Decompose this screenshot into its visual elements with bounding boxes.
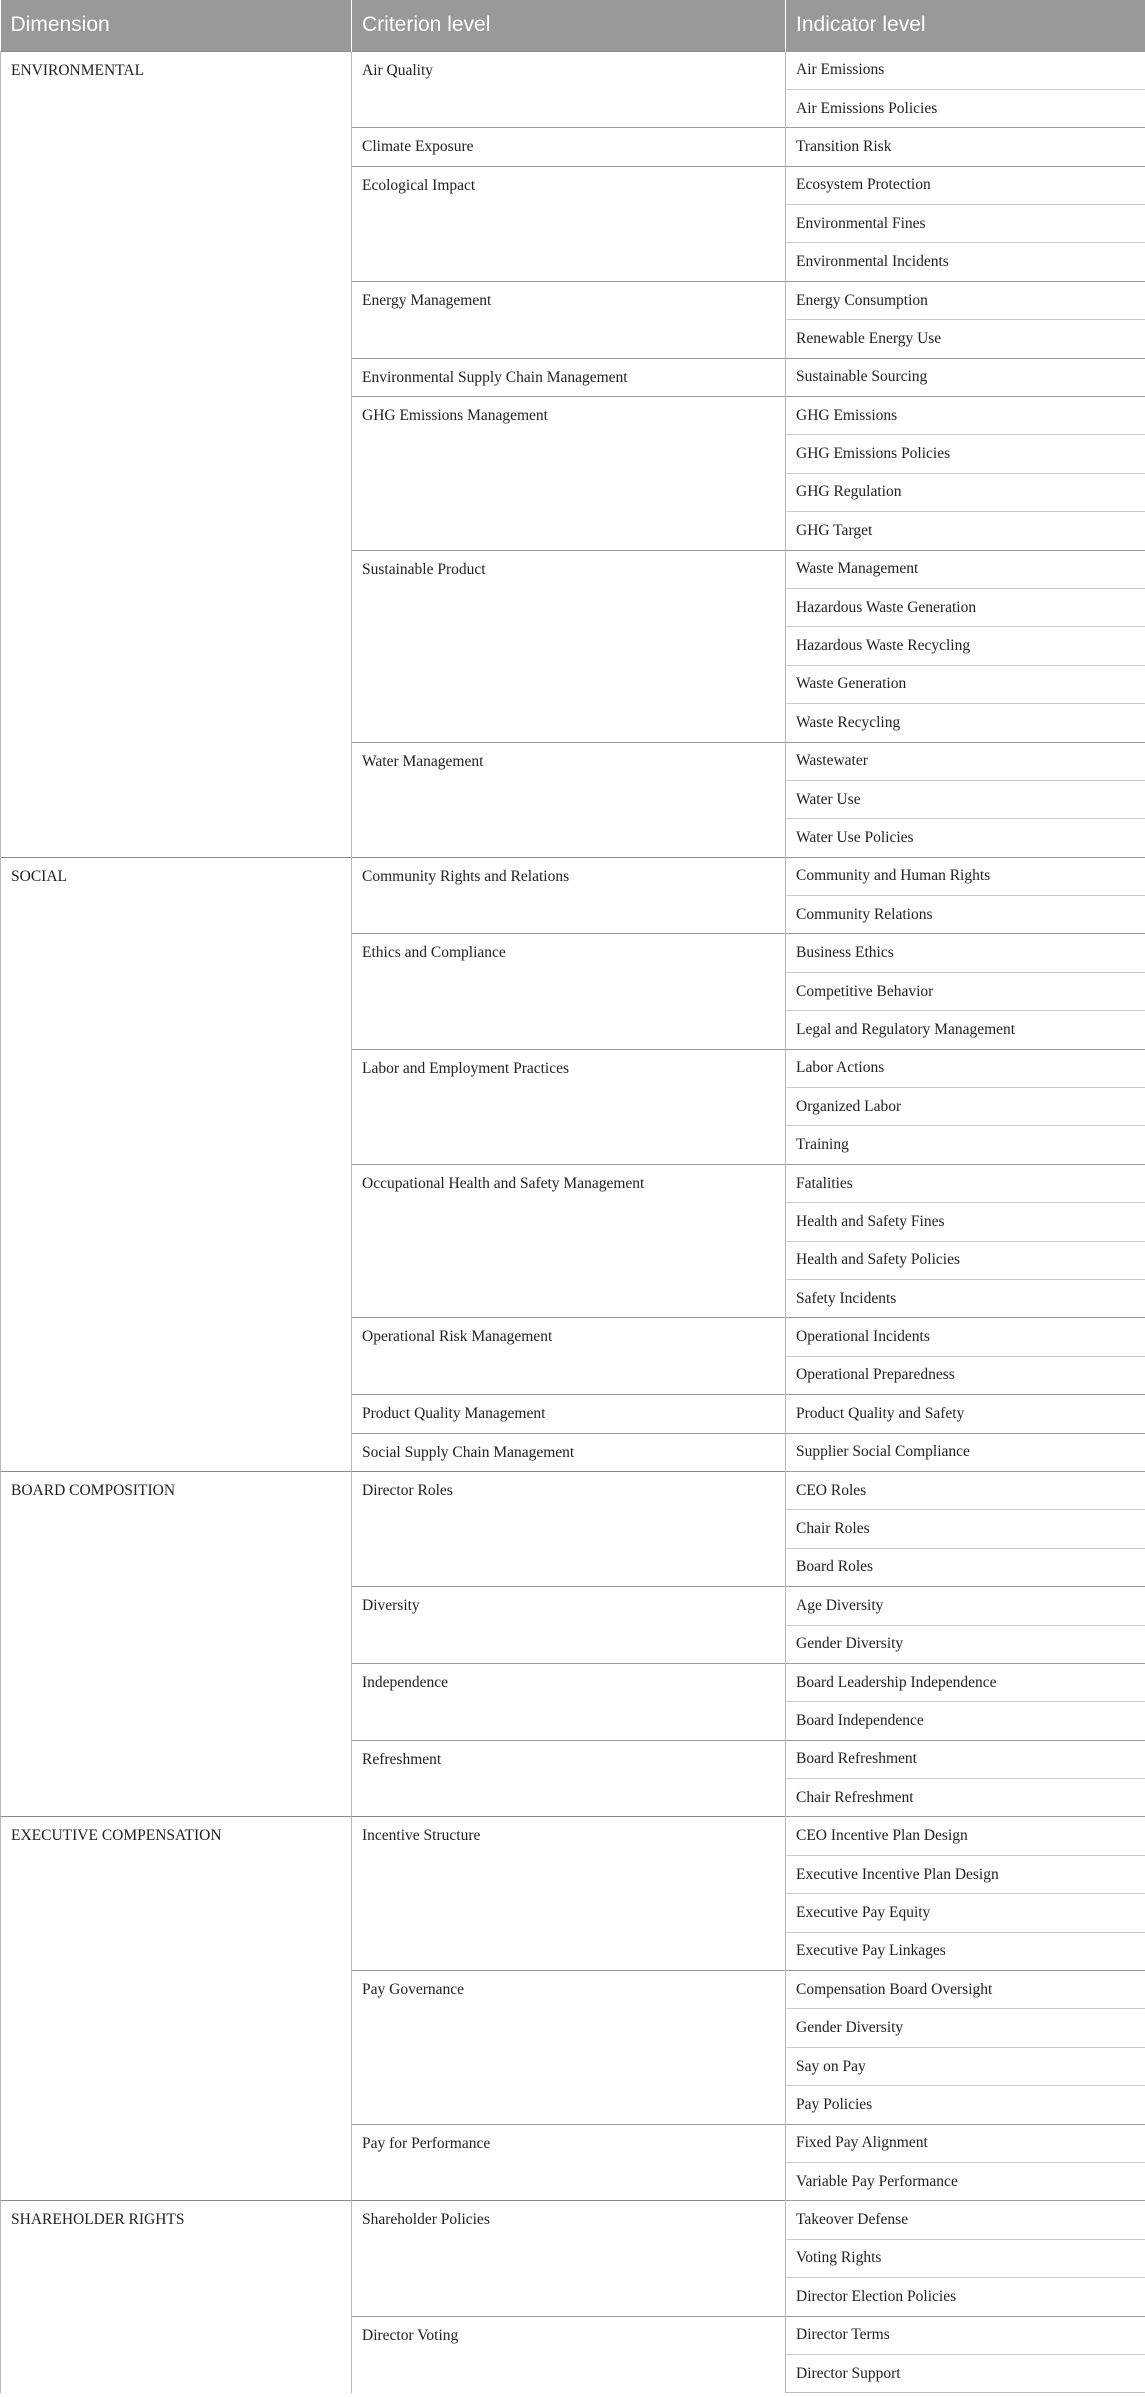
indicator-cell-water-use-policies: Water Use Policies: [786, 819, 1145, 857]
dimension-cell-board-composition: BOARD COMPOSITION: [1, 1471, 352, 1817]
criterion-cell-water-management: Water Management: [352, 742, 786, 857]
table-body: [1, 51, 1145, 2393]
indicator-cell-ecosystem-protection: Ecosystem Protection: [786, 166, 1145, 204]
indicator-cell-board-leadership-independence: Board Leadership Independence: [786, 1663, 1145, 1701]
indicator-cell-air-emissions: Air Emissions: [786, 51, 1145, 89]
criterion-cell-pay-for-performance: Pay for Performance: [352, 2124, 786, 2201]
criterion-cell-independence: Independence: [352, 1663, 786, 1740]
indicator-cell-ghg-target: GHG Target: [786, 512, 1145, 550]
indicator-cell-community-relations: Community Relations: [786, 896, 1145, 934]
indicator-cell-operational-incidents: Operational Incidents: [786, 1318, 1145, 1356]
criterion-cell-occupational-health-and-safety-management: Occupational Health and Safety Management: [352, 1164, 786, 1318]
criterion-cell-diversity: Diversity: [352, 1587, 786, 1664]
indicator-cell-waste-management: Waste Management: [786, 550, 1145, 588]
dimension-cell-environmental: ENVIRONMENTAL: [1, 51, 352, 857]
indicator-cell-renewable-energy-use: Renewable Energy Use: [786, 320, 1145, 358]
criterion-cell-shareholder-policies: Shareholder Policies: [352, 2201, 786, 2316]
criterion-cell-incentive-structure: Incentive Structure: [352, 1817, 786, 1971]
criterion-cell-product-quality-management: Product Quality Management: [352, 1395, 786, 1433]
indicator-cell-energy-consumption: Energy Consumption: [786, 281, 1145, 319]
indicator-cell-health-and-safety-fines: Health and Safety Fines: [786, 1203, 1145, 1241]
indicator-cell-community-and-human-rights: Community and Human Rights: [786, 857, 1145, 895]
indicator-cell-training: Training: [786, 1126, 1145, 1164]
indicator-cell-supplier-social-compliance: Supplier Social Compliance: [786, 1433, 1145, 1471]
indicator-cell-waste-recycling: Waste Recycling: [786, 704, 1145, 742]
indicator-cell-takeover-defense: Takeover Defense: [786, 2201, 1145, 2239]
indicator-cell-fatalities: Fatalities: [786, 1164, 1145, 1202]
table-row: [1, 857, 1145, 895]
criterion-cell-social-supply-chain-management: Social Supply Chain Management: [352, 1433, 786, 1471]
dimension-cell-executive-compensation: EXECUTIVE COMPENSATION: [1, 1817, 352, 2201]
indicator-cell-competitive-behavior: Competitive Behavior: [786, 972, 1145, 1010]
indicator-cell-environmental-incidents: Environmental Incidents: [786, 243, 1145, 281]
table-row: [1, 2201, 1145, 2239]
indicator-cell-safety-incidents: Safety Incidents: [786, 1280, 1145, 1318]
indicator-cell-board-roles: Board Roles: [786, 1548, 1145, 1586]
indicator-cell-business-ethics: Business Ethics: [786, 934, 1145, 972]
indicator-cell-water-use: Water Use: [786, 780, 1145, 818]
criterion-cell-pay-governance: Pay Governance: [352, 1971, 786, 2125]
indicator-cell-fixed-pay-alignment: Fixed Pay Alignment: [786, 2124, 1145, 2162]
header-indicator-level: Indicator level: [786, 0, 1145, 51]
indicator-cell-hazardous-waste-generation: Hazardous Waste Generation: [786, 588, 1145, 626]
indicator-cell-board-refreshment: Board Refreshment: [786, 1740, 1145, 1778]
indicator-cell-executive-incentive-plan-design: Executive Incentive Plan Design: [786, 1855, 1145, 1893]
indicator-cell-legal-and-regulatory-management: Legal and Regulatory Management: [786, 1011, 1145, 1049]
indicator-cell-board-independence: Board Independence: [786, 1702, 1145, 1740]
indicator-cell-sustainable-sourcing: Sustainable Sourcing: [786, 358, 1145, 396]
criterion-cell-director-roles: Director Roles: [352, 1471, 786, 1586]
criterion-cell-ecological-impact: Ecological Impact: [352, 166, 786, 281]
criterion-cell-ethics-and-compliance: Ethics and Compliance: [352, 934, 786, 1049]
indicator-cell-age-diversity: Age Diversity: [786, 1587, 1145, 1625]
header-criterion-level: Criterion level: [352, 0, 786, 51]
header-row: [1, 0, 1145, 51]
indicator-cell-say-on-pay: Say on Pay: [786, 2047, 1145, 2085]
indicator-cell-chair-refreshment: Chair Refreshment: [786, 1779, 1145, 1817]
indicator-cell-voting-rights: Voting Rights: [786, 2239, 1145, 2277]
indicator-cell-labor-actions: Labor Actions: [786, 1049, 1145, 1087]
indicator-cell-waste-generation: Waste Generation: [786, 665, 1145, 703]
criterion-cell-sustainable-product: Sustainable Product: [352, 550, 786, 742]
criterion-cell-operational-risk-management: Operational Risk Management: [352, 1318, 786, 1395]
table-row: [1, 1471, 1145, 1509]
criterion-cell-climate-exposure: Climate Exposure: [352, 128, 786, 166]
indicator-cell-executive-pay-equity: Executive Pay Equity: [786, 1894, 1145, 1932]
criterion-cell-energy-management: Energy Management: [352, 281, 786, 358]
table-row: [1, 51, 1145, 89]
indicator-cell-ceo-roles: CEO Roles: [786, 1471, 1145, 1509]
indicator-cell-ghg-regulation: GHG Regulation: [786, 473, 1145, 511]
indicator-cell-wastewater: Wastewater: [786, 742, 1145, 780]
indicator-cell-variable-pay-performance: Variable Pay Performance: [786, 2162, 1145, 2200]
indicator-cell-environmental-fines: Environmental Fines: [786, 205, 1145, 243]
criterion-cell-environmental-supply-chain-management: Environmental Supply Chain Management: [352, 358, 786, 396]
indicator-cell-director-election-policies: Director Election Policies: [786, 2278, 1145, 2316]
indicator-cell-executive-pay-linkages: Executive Pay Linkages: [786, 1932, 1145, 1970]
table-header: [1, 0, 1145, 51]
criterion-cell-director-voting: Director Voting: [352, 2316, 786, 2393]
dimension-cell-social: SOCIAL: [1, 857, 352, 1471]
indicator-cell-gender-diversity: Gender Diversity: [786, 1625, 1145, 1663]
criterion-cell-labor-and-employment-practices: Labor and Employment Practices: [352, 1049, 786, 1164]
indicator-cell-director-terms: Director Terms: [786, 2316, 1145, 2354]
indicator-cell-ghg-emissions: GHG Emissions: [786, 397, 1145, 435]
criterion-cell-air-quality: Air Quality: [352, 51, 786, 128]
indicator-cell-operational-preparedness: Operational Preparedness: [786, 1356, 1145, 1394]
indicator-cell-organized-labor: Organized Labor: [786, 1088, 1145, 1126]
criterion-cell-ghg-emissions-management: GHG Emissions Management: [352, 397, 786, 551]
indicator-cell-hazardous-waste-recycling: Hazardous Waste Recycling: [786, 627, 1145, 665]
indicator-cell-compensation-board-oversight: Compensation Board Oversight: [786, 1971, 1145, 2009]
indicator-cell-chair-roles: Chair Roles: [786, 1510, 1145, 1548]
indicator-cell-ghg-emissions-policies: GHG Emissions Policies: [786, 435, 1145, 473]
indicator-cell-director-support: Director Support: [786, 2354, 1145, 2392]
indicator-cell-pay-policies: Pay Policies: [786, 2086, 1145, 2124]
criterion-cell-community-rights-and-relations: Community Rights and Relations: [352, 857, 786, 934]
criterion-cell-refreshment: Refreshment: [352, 1740, 786, 1817]
indicator-cell-transition-risk: Transition Risk: [786, 128, 1145, 166]
indicator-cell-product-quality-and-safety: Product Quality and Safety: [786, 1395, 1145, 1433]
indicator-cell-health-and-safety-policies: Health and Safety Policies: [786, 1241, 1145, 1279]
indicator-cell-air-emissions-policies: Air Emissions Policies: [786, 89, 1145, 127]
dimension-cell-shareholder-rights: SHAREHOLDER RIGHTS: [1, 2201, 352, 2393]
table-row: [1, 1817, 1145, 1855]
indicator-cell-ceo-incentive-plan-design: CEO Incentive Plan Design: [786, 1817, 1145, 1855]
header-dimension: Dimension: [1, 0, 352, 51]
indicator-cell-gender-diversity: Gender Diversity: [786, 2009, 1145, 2047]
